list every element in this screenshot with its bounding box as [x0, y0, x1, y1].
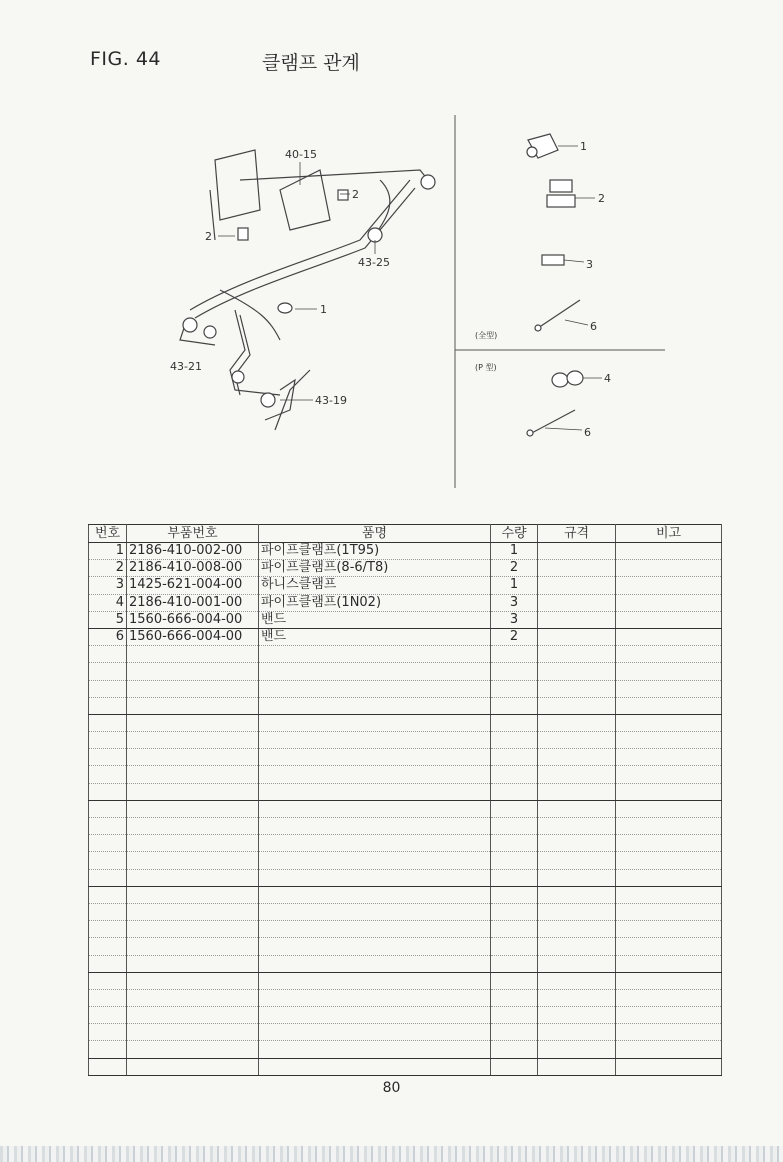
blank-cell — [259, 646, 491, 663]
blank-cell — [259, 938, 491, 955]
blank-cell — [491, 938, 538, 955]
blank-cell — [127, 1024, 259, 1041]
blank-cell — [616, 835, 722, 852]
blank-cell — [127, 783, 259, 800]
blank-cell — [89, 869, 127, 886]
blank-cell — [89, 1058, 127, 1075]
callout-r1: 1 — [580, 140, 587, 153]
blank-cell — [259, 663, 491, 680]
blank-row — [89, 800, 722, 817]
blank-cell — [89, 955, 127, 972]
table-row — [89, 543, 722, 560]
blank-cell — [127, 680, 259, 697]
row-part-name: 하니스클램프 — [259, 577, 491, 594]
blank-cell — [89, 749, 127, 766]
blank-cell — [491, 972, 538, 989]
blank-cell — [89, 903, 127, 920]
row-spec — [538, 594, 616, 611]
row-no: 4 — [89, 594, 127, 611]
table-row — [89, 560, 722, 577]
blank-row — [89, 852, 722, 869]
callout-43-21: 43-21 — [170, 360, 202, 373]
blank-cell — [491, 921, 538, 938]
row-note — [616, 577, 722, 594]
row-part-number: 2186-410-008-00 — [127, 560, 259, 577]
blank-cell — [127, 697, 259, 714]
row-part-name: 파이프클램프(8-6/T8) — [259, 560, 491, 577]
blank-cell — [259, 972, 491, 989]
row-no: 3 — [89, 577, 127, 594]
blank-cell — [616, 869, 722, 886]
blank-row — [89, 646, 722, 663]
parts-table — [88, 524, 722, 1076]
header-spec: 규격 — [538, 525, 616, 543]
blank-cell — [89, 663, 127, 680]
blank-cell — [89, 800, 127, 817]
blank-rows — [89, 646, 722, 1076]
blank-cell — [89, 972, 127, 989]
header-note: 비고 — [616, 525, 722, 543]
row-no: 6 — [89, 628, 127, 645]
blank-row — [89, 766, 722, 783]
row-part-number: 2186-410-001-00 — [127, 594, 259, 611]
row-spec — [538, 628, 616, 645]
blank-cell — [616, 800, 722, 817]
blank-cell — [259, 783, 491, 800]
parts-illustration — [160, 110, 680, 490]
blank-cell — [259, 766, 491, 783]
blank-cell — [491, 835, 538, 852]
callout-r6b: 6 — [584, 426, 591, 439]
blank-cell — [616, 732, 722, 749]
page-number: 80 — [382, 1080, 401, 1096]
blank-cell — [616, 749, 722, 766]
blank-cell — [89, 1041, 127, 1058]
blank-row — [89, 783, 722, 800]
row-quantity: 2 — [491, 628, 538, 645]
row-quantity: 1 — [491, 543, 538, 560]
callout-2a: 2 — [352, 188, 359, 201]
callout-1: 1 — [320, 303, 327, 316]
blank-cell — [89, 938, 127, 955]
blank-cell — [538, 783, 616, 800]
blank-cell — [89, 680, 127, 697]
callout-40-15: 40-15 — [285, 148, 317, 161]
blank-row — [89, 1024, 722, 1041]
blank-cell — [259, 835, 491, 852]
blank-cell — [538, 1024, 616, 1041]
blank-cell — [616, 766, 722, 783]
fig-title: 클램프 관계 — [262, 52, 360, 74]
blank-cell — [538, 989, 616, 1006]
blank-cell — [538, 714, 616, 731]
blank-cell — [616, 697, 722, 714]
blank-cell — [491, 646, 538, 663]
row-note — [616, 594, 722, 611]
blank-cell — [616, 646, 722, 663]
blank-cell — [259, 818, 491, 835]
blank-cell — [491, 663, 538, 680]
blank-cell — [616, 1024, 722, 1041]
blank-cell — [491, 732, 538, 749]
blank-cell — [89, 1024, 127, 1041]
blank-cell — [259, 869, 491, 886]
row-spec — [538, 611, 616, 628]
blank-cell — [616, 972, 722, 989]
row-part-number: 2186-410-002-00 — [127, 543, 259, 560]
blank-row — [89, 663, 722, 680]
blank-row — [89, 749, 722, 766]
blank-cell — [89, 714, 127, 731]
row-no: 2 — [89, 560, 127, 577]
blank-cell — [259, 886, 491, 903]
blank-cell — [89, 1007, 127, 1024]
blank-cell — [491, 886, 538, 903]
blank-cell — [127, 852, 259, 869]
blank-cell — [127, 1058, 259, 1075]
blank-cell — [491, 989, 538, 1006]
blank-cell — [616, 921, 722, 938]
callout-r2: 2 — [598, 192, 605, 205]
row-note — [616, 611, 722, 628]
blank-cell — [538, 800, 616, 817]
blank-cell — [127, 646, 259, 663]
blank-cell — [616, 1058, 722, 1075]
blank-cell — [538, 766, 616, 783]
blank-cell — [89, 818, 127, 835]
blank-cell — [616, 989, 722, 1006]
blank-cell — [538, 1041, 616, 1058]
callout-43-25: 43-25 — [358, 256, 390, 269]
blank-cell — [127, 989, 259, 1006]
variant-a-label: (全型) — [475, 331, 498, 340]
blank-cell — [538, 903, 616, 920]
blank-row — [89, 869, 722, 886]
blank-cell — [616, 1007, 722, 1024]
blank-cell — [127, 766, 259, 783]
blank-cell — [127, 800, 259, 817]
row-spec — [538, 560, 616, 577]
blank-row — [89, 732, 722, 749]
blank-cell — [538, 835, 616, 852]
row-part-number: 1560-666-004-00 — [127, 611, 259, 628]
blank-row — [89, 1058, 722, 1075]
blank-cell — [127, 749, 259, 766]
blank-cell — [127, 835, 259, 852]
row-spec — [538, 577, 616, 594]
header-part-number: 부품번호 — [127, 525, 259, 543]
blank-cell — [89, 697, 127, 714]
row-part-name: 밴드 — [259, 611, 491, 628]
row-quantity: 3 — [491, 594, 538, 611]
blank-cell — [538, 886, 616, 903]
blank-cell — [259, 800, 491, 817]
blank-cell — [538, 1007, 616, 1024]
blank-cell — [491, 680, 538, 697]
blank-row — [89, 680, 722, 697]
row-part-name: 파이프클램프(1N02) — [259, 594, 491, 611]
blank-cell — [616, 852, 722, 869]
blank-cell — [127, 886, 259, 903]
blank-cell — [538, 955, 616, 972]
blank-cell — [491, 818, 538, 835]
row-spec — [538, 543, 616, 560]
blank-cell — [127, 714, 259, 731]
blank-cell — [538, 869, 616, 886]
blank-cell — [259, 1058, 491, 1075]
row-no: 1 — [89, 543, 127, 560]
blank-cell — [127, 869, 259, 886]
blank-cell — [89, 852, 127, 869]
blank-cell — [538, 921, 616, 938]
blank-row — [89, 835, 722, 852]
row-quantity: 2 — [491, 560, 538, 577]
blank-row — [89, 1007, 722, 1024]
blank-cell — [538, 1058, 616, 1075]
row-quantity: 3 — [491, 611, 538, 628]
blank-cell — [538, 818, 616, 835]
blank-cell — [538, 852, 616, 869]
blank-cell — [127, 903, 259, 920]
blank-row — [89, 818, 722, 835]
blank-cell — [259, 749, 491, 766]
fig-label: FIG. 44 — [90, 48, 162, 70]
blank-cell — [491, 749, 538, 766]
blank-cell — [259, 1024, 491, 1041]
blank-cell — [616, 663, 722, 680]
row-part-name: 밴드 — [259, 628, 491, 645]
blank-cell — [616, 938, 722, 955]
blank-cell — [616, 955, 722, 972]
blank-cell — [616, 680, 722, 697]
scan-edge — [0, 1146, 783, 1162]
blank-cell — [127, 732, 259, 749]
blank-row — [89, 1041, 722, 1058]
header-quantity: 수량 — [491, 525, 538, 543]
blank-cell — [259, 1007, 491, 1024]
blank-cell — [259, 714, 491, 731]
blank-cell — [616, 1041, 722, 1058]
blank-cell — [538, 663, 616, 680]
blank-row — [89, 697, 722, 714]
blank-cell — [616, 783, 722, 800]
blank-cell — [616, 714, 722, 731]
table-row — [89, 594, 722, 611]
table-row — [89, 611, 722, 628]
blank-cell — [538, 938, 616, 955]
blank-row — [89, 989, 722, 1006]
blank-cell — [491, 766, 538, 783]
table-row — [89, 577, 722, 594]
row-part-number: 1560-666-004-00 — [127, 628, 259, 645]
blank-row — [89, 938, 722, 955]
variant-b-label: (P 型) — [475, 363, 497, 372]
row-note — [616, 560, 722, 577]
blank-cell — [127, 663, 259, 680]
callout-r4: 4 — [604, 372, 611, 385]
row-no: 5 — [89, 611, 127, 628]
blank-cell — [89, 921, 127, 938]
blank-cell — [89, 646, 127, 663]
blank-cell — [491, 1041, 538, 1058]
blank-cell — [538, 749, 616, 766]
blank-cell — [259, 989, 491, 1006]
blank-cell — [259, 921, 491, 938]
callout-43-19: 43-19 — [315, 394, 347, 407]
blank-cell — [89, 989, 127, 1006]
blank-cell — [491, 1024, 538, 1041]
blank-cell — [616, 886, 722, 903]
header-no: 번호 — [89, 525, 127, 543]
row-quantity: 1 — [491, 577, 538, 594]
row-note — [616, 543, 722, 560]
blank-cell — [89, 835, 127, 852]
header-part-name: 품명 — [259, 525, 491, 543]
blank-cell — [538, 972, 616, 989]
blank-row — [89, 972, 722, 989]
blank-cell — [127, 1041, 259, 1058]
blank-cell — [538, 732, 616, 749]
blank-cell — [259, 1041, 491, 1058]
callout-r6a: 6 — [590, 320, 597, 333]
blank-cell — [538, 646, 616, 663]
blank-cell — [491, 955, 538, 972]
blank-row — [89, 886, 722, 903]
blank-row — [89, 714, 722, 731]
blank-cell — [259, 852, 491, 869]
callout-2b: 2 — [205, 230, 212, 243]
blank-cell — [538, 697, 616, 714]
blank-cell — [491, 869, 538, 886]
blank-cell — [538, 680, 616, 697]
blank-cell — [259, 697, 491, 714]
row-part-number: 1425-621-004-00 — [127, 577, 259, 594]
blank-cell — [259, 680, 491, 697]
blank-cell — [89, 783, 127, 800]
blank-cell — [491, 1058, 538, 1075]
row-note — [616, 628, 722, 645]
blank-row — [89, 921, 722, 938]
blank-cell — [127, 972, 259, 989]
table-row — [89, 628, 722, 645]
blank-cell — [89, 732, 127, 749]
blank-cell — [127, 1007, 259, 1024]
callout-r3: 3 — [586, 258, 593, 271]
blank-cell — [89, 766, 127, 783]
blank-cell — [491, 1007, 538, 1024]
blank-cell — [491, 903, 538, 920]
blank-cell — [491, 852, 538, 869]
table-header-row — [89, 525, 722, 543]
blank-cell — [491, 800, 538, 817]
blank-cell — [259, 903, 491, 920]
blank-cell — [259, 732, 491, 749]
blank-row — [89, 955, 722, 972]
blank-cell — [616, 903, 722, 920]
blank-cell — [89, 886, 127, 903]
blank-cell — [491, 783, 538, 800]
blank-row — [89, 903, 722, 920]
blank-cell — [259, 955, 491, 972]
row-part-name: 파이프클램프(1T95) — [259, 543, 491, 560]
blank-cell — [127, 938, 259, 955]
blank-cell — [127, 818, 259, 835]
blank-cell — [491, 714, 538, 731]
blank-cell — [491, 697, 538, 714]
blank-cell — [127, 955, 259, 972]
blank-cell — [616, 818, 722, 835]
blank-cell — [127, 921, 259, 938]
exploded-view-drawing — [160, 110, 680, 490]
